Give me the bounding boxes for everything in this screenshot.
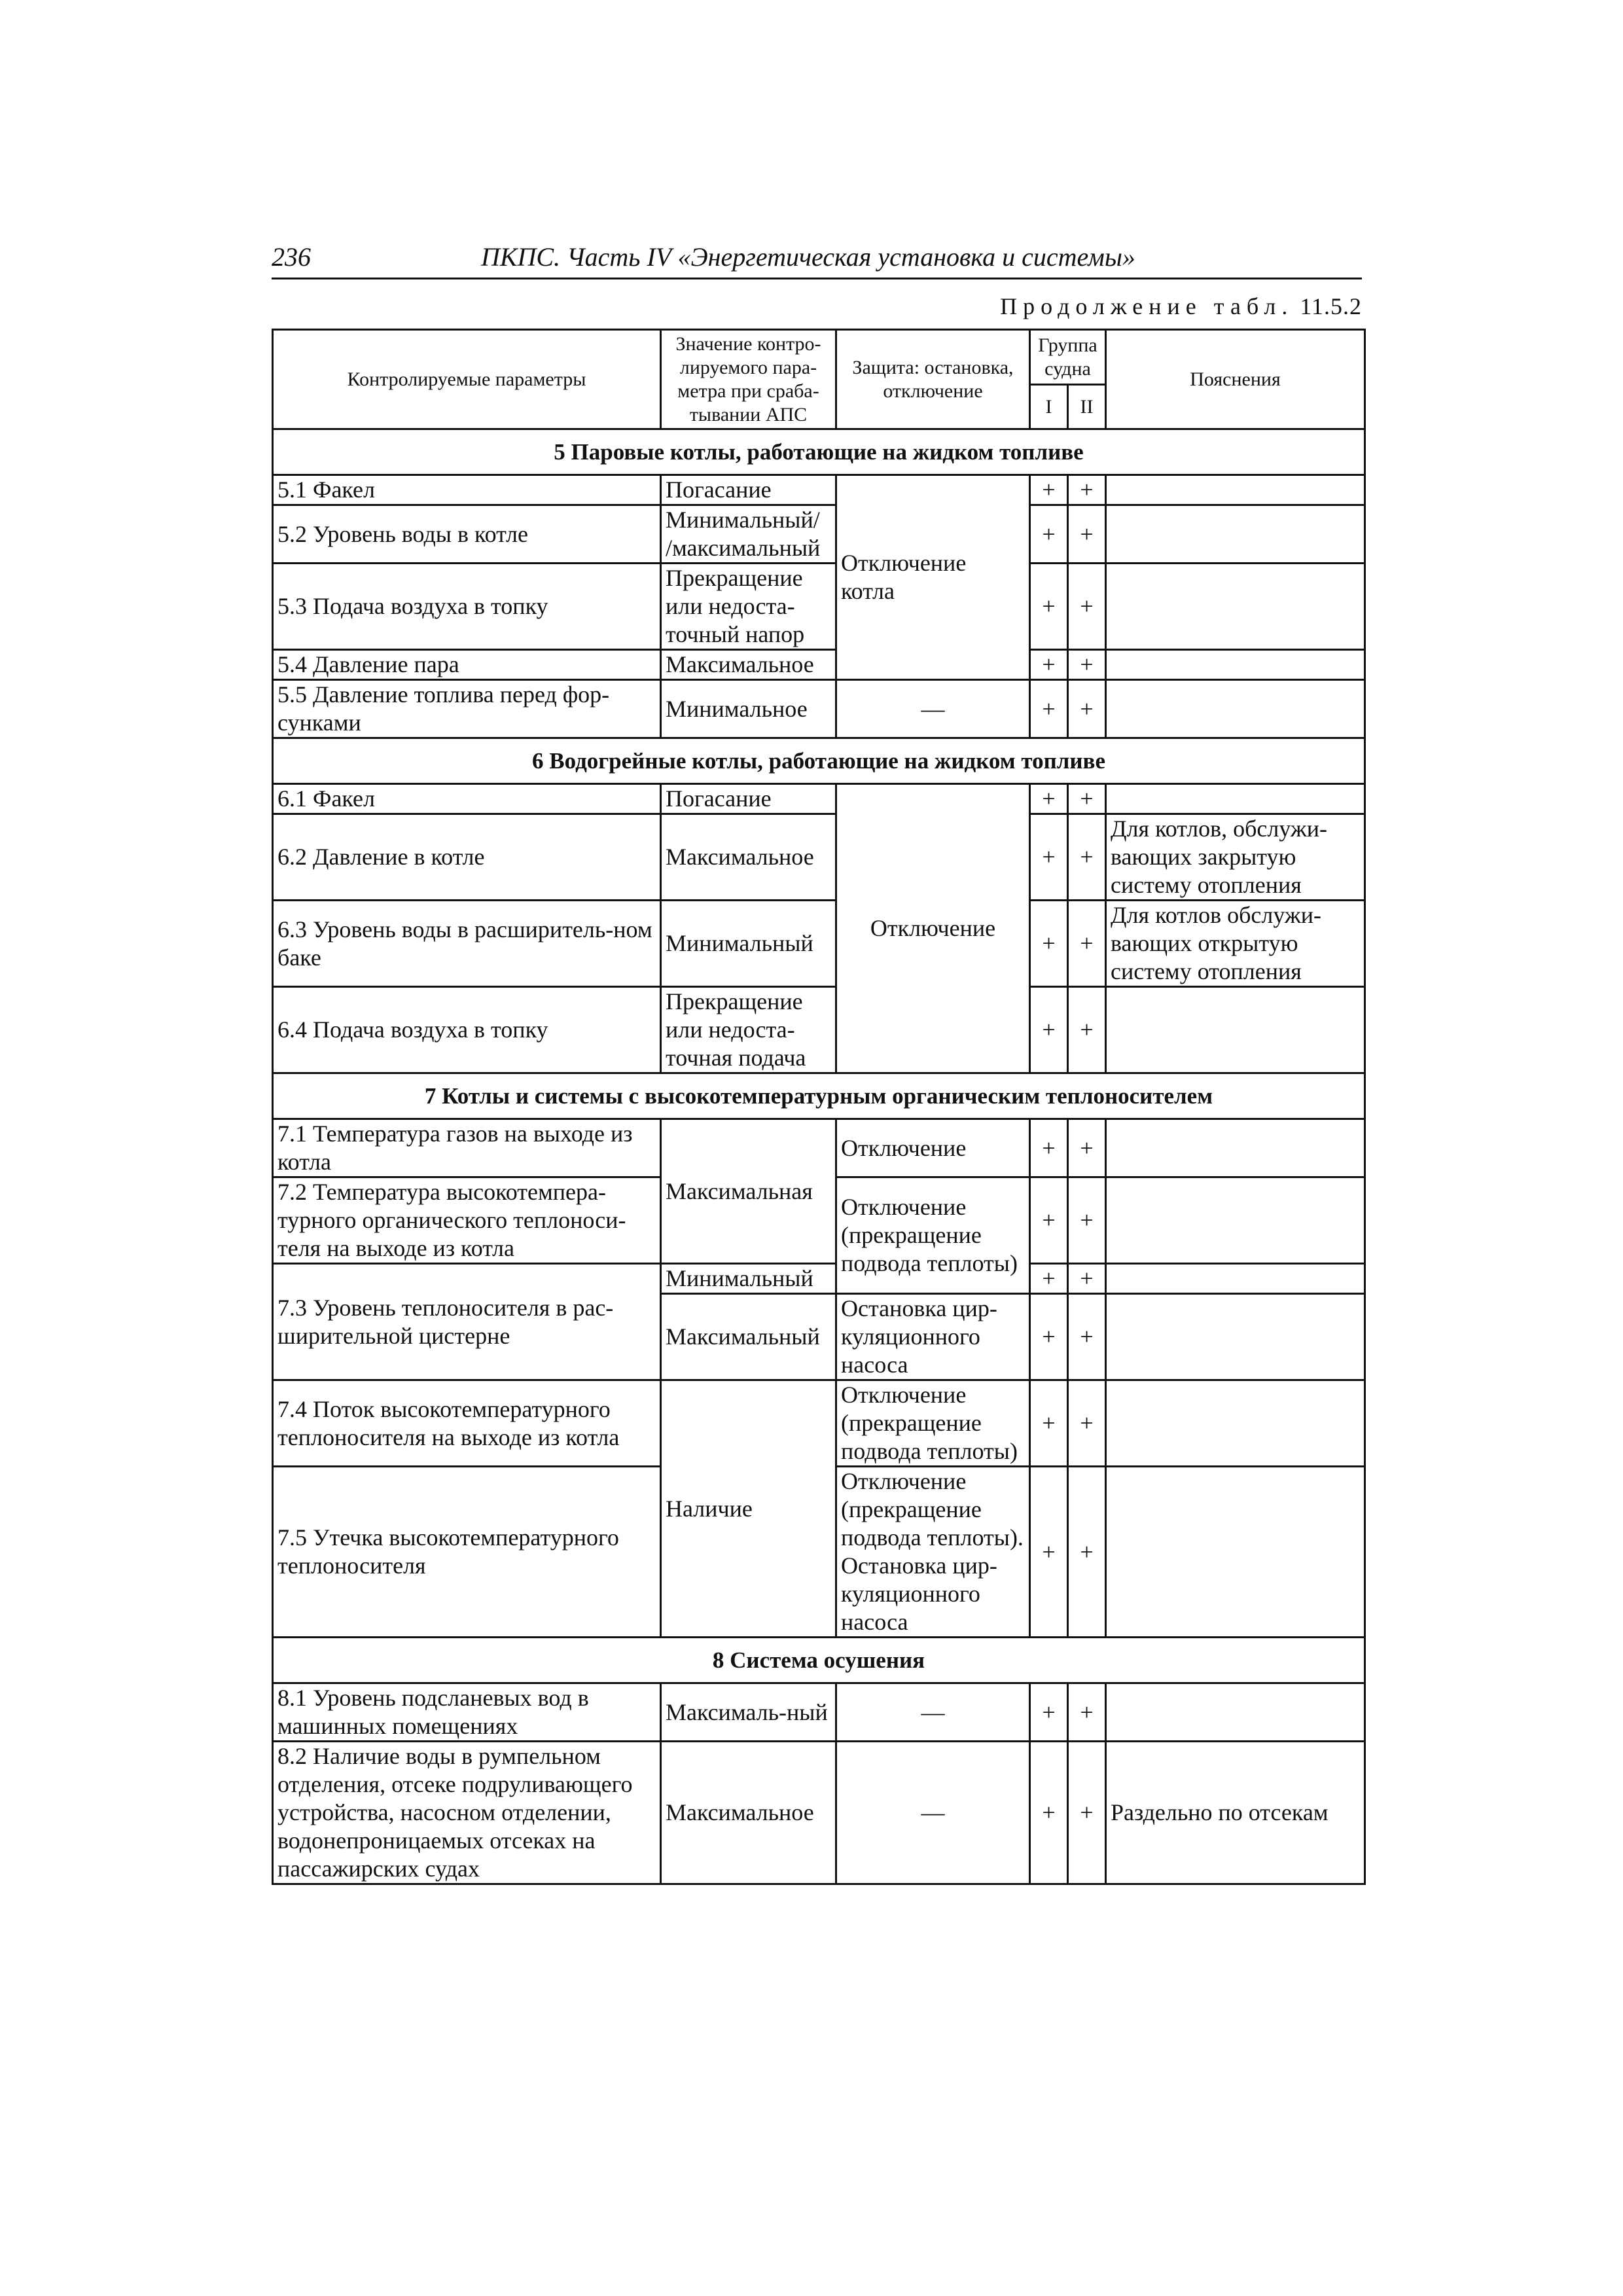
param-cell: 6.2 Давление в котле	[273, 814, 661, 901]
group-2-cell: +	[1068, 901, 1106, 987]
group-1-cell: +	[1030, 1742, 1068, 1884]
note-cell	[1106, 505, 1365, 564]
group-2-cell: +	[1068, 1119, 1106, 1177]
table-row	[273, 1119, 1365, 1177]
note-cell	[1106, 1380, 1365, 1467]
group-2-cell: +	[1068, 1742, 1106, 1884]
table-row	[273, 987, 1365, 1073]
group-1-cell: +	[1030, 650, 1068, 680]
param-cell: 5.1 Факел	[273, 475, 661, 505]
group-1-cell: +	[1030, 814, 1068, 901]
section-title: 7 Котлы и системы с высокотемпературным органическим теплоносителем	[273, 1073, 1365, 1119]
note-cell	[1106, 1177, 1365, 1264]
group-2-cell: +	[1068, 1294, 1106, 1380]
param-cell: 8.1 Уровень подсланевых вод в машинных помещениях	[273, 1683, 661, 1742]
param-cell: 5.4 Давление пара	[273, 650, 661, 680]
protection-cell: Отключение (прекращение подвода теплоты)	[836, 1177, 1030, 1294]
value-cell: Максимальное	[661, 1742, 836, 1884]
group-2-cell: +	[1068, 1467, 1106, 1638]
note-cell	[1106, 680, 1365, 738]
section-title: 5 Паровые котлы, работающие на жидком топливе	[273, 429, 1365, 475]
col-header-group-2: II	[1068, 385, 1106, 429]
param-cell: 6.3 Уровень воды в расширитель-ном баке	[273, 901, 661, 987]
param-cell: 7.5 Утечка высокотемпературного теплоносителя	[273, 1467, 661, 1638]
param-cell: 5.2 Уровень воды в котле	[273, 505, 661, 564]
protection-cell: —	[836, 680, 1030, 738]
note-cell	[1106, 564, 1365, 650]
note-cell	[1106, 1294, 1365, 1380]
value-cell: Максимальное	[661, 814, 836, 901]
value-cell: Минимальное	[661, 680, 836, 738]
protection-cell: Отключение	[836, 1119, 1030, 1177]
group-2-cell: +	[1068, 814, 1106, 901]
group-1-cell: +	[1030, 1467, 1068, 1638]
table-row	[273, 680, 1365, 738]
value-cell: Максимальная	[661, 1119, 836, 1264]
protection-cell: —	[836, 1683, 1030, 1742]
group-1-cell: +	[1030, 1294, 1068, 1380]
table-continuation	[272, 292, 1362, 321]
value-cell: Минимальный	[661, 1264, 836, 1294]
group-2-cell: +	[1068, 784, 1106, 814]
protection-cell: Остановка цир-куляционного насоса	[836, 1294, 1030, 1380]
note-cell	[1106, 1467, 1365, 1638]
table-row	[273, 564, 1365, 650]
note-cell	[1106, 784, 1365, 814]
param-cell: 6.4 Подача воздуха в топку	[273, 987, 661, 1073]
param-cell: 7.4 Поток высокотемпературного теплоносителя на выходе из котла	[273, 1380, 661, 1467]
col-header-param: Контролируемые параметры	[273, 330, 661, 429]
col-header-value: Значение контро-лируемого пара-метра при сраба-тывании АПС	[661, 330, 836, 429]
group-1-cell: +	[1030, 1264, 1068, 1294]
value-cell: Максимальное	[661, 650, 836, 680]
group-2-cell: +	[1068, 650, 1106, 680]
note-cell: Раздельно по отсекам	[1106, 1742, 1365, 1884]
note-cell	[1106, 1683, 1365, 1742]
protection-cell: —	[836, 1742, 1030, 1884]
table-row	[273, 650, 1365, 680]
table-row	[273, 1683, 1365, 1742]
group-2-cell: +	[1068, 475, 1106, 505]
value-cell: Минимальный	[661, 901, 836, 987]
param-cell: 8.2 Наличие воды в румпельном отделения, отсеке подруливающего устройства, насосном отделении, водонепроницаемых отсеках на пассажирских судах	[273, 1742, 661, 1884]
group-1-cell: +	[1030, 680, 1068, 738]
table-number: 11.5.2	[1300, 293, 1362, 319]
table-row	[273, 1380, 1365, 1467]
section-title: 6 Водогрейные котлы, работающие на жидком топливе	[273, 738, 1365, 784]
group-2-cell: +	[1068, 680, 1106, 738]
group-2-cell: +	[1068, 564, 1106, 650]
protection-cell: Отключение (прекращение подвода теплоты). Остановка цир-куляционного насоса	[836, 1467, 1030, 1638]
value-cell: Погасание	[661, 475, 836, 505]
col-header-protection: Защита: остановка, отключение	[836, 330, 1030, 429]
table-row	[273, 1742, 1365, 1884]
section-title: 8 Система осушения	[273, 1638, 1365, 1683]
group-2-cell: +	[1068, 1380, 1106, 1467]
table-row	[273, 1264, 1365, 1294]
group-1-cell: +	[1030, 564, 1068, 650]
param-cell: 6.1 Факел	[273, 784, 661, 814]
value-cell: Прекращение или недоста-точная подача	[661, 987, 836, 1073]
group-1-cell: +	[1030, 1119, 1068, 1177]
protection-cell: Отключение	[836, 784, 1030, 1073]
group-2-cell: +	[1068, 987, 1106, 1073]
note-cell: Для котлов, обслужи-вающих закрытую систему отопления	[1106, 814, 1365, 901]
note-cell	[1106, 1119, 1365, 1177]
group-1-cell: +	[1030, 1380, 1068, 1467]
value-cell: Максимальный	[661, 1294, 836, 1380]
page-header	[272, 237, 1362, 279]
group-1-cell: +	[1030, 901, 1068, 987]
table-row	[273, 901, 1365, 987]
note-cell	[1106, 987, 1365, 1073]
param-cell: 7.1 Температура газов на выходе из котла	[273, 1119, 661, 1177]
col-header-group-1: I	[1030, 385, 1068, 429]
param-cell: 5.3 Подача воздуха в топку	[273, 564, 661, 650]
protection-cell: Отключение (прекращение подвода теплоты)	[836, 1380, 1030, 1467]
protection-cell: Отключение котла	[836, 475, 1030, 680]
note-cell	[1106, 475, 1365, 505]
param-cell: 5.5 Давление топлива перед фор-сунками	[273, 680, 661, 738]
value-cell: Наличие	[661, 1380, 836, 1638]
group-2-cell: +	[1068, 505, 1106, 564]
group-2-cell: +	[1068, 1177, 1106, 1264]
group-1-cell: +	[1030, 784, 1068, 814]
group-2-cell: +	[1068, 1264, 1106, 1294]
note-cell	[1106, 650, 1365, 680]
value-cell: Минимальный/ /максимальный	[661, 505, 836, 564]
note-cell: Для котлов обслужи-вающих открытую систему отопления	[1106, 901, 1365, 987]
param-cell: 7.2 Температура высокотемпера-турного органического теплоноси-теля на выходе из котла	[273, 1177, 661, 1264]
group-1-cell: +	[1030, 505, 1068, 564]
continuation-label: Продолжение табл.	[1000, 293, 1294, 319]
col-header-notes: Пояснения	[1106, 330, 1365, 429]
group-2-cell: +	[1068, 1683, 1106, 1742]
table-row	[273, 814, 1365, 901]
group-1-cell: +	[1030, 987, 1068, 1073]
group-1-cell: +	[1030, 1177, 1068, 1264]
group-1-cell: +	[1030, 1683, 1068, 1742]
table-row	[273, 784, 1365, 814]
value-cell: Максималь-ный	[661, 1683, 836, 1742]
param-cell: 7.3 Уровень теплоносителя в рас-ширительной цистерне	[273, 1264, 661, 1380]
value-cell: Прекращение или недоста-точный напор	[661, 564, 836, 650]
page-number: 236	[272, 242, 311, 272]
parameters-table	[272, 329, 1366, 1885]
running-title: ПКПС. Часть IV «Энергетическая установка и системы»	[481, 242, 1135, 272]
group-1-cell: +	[1030, 475, 1068, 505]
table-row	[273, 505, 1365, 564]
table-row	[273, 475, 1365, 505]
col-header-group: Группа судна	[1030, 330, 1106, 385]
note-cell	[1106, 1264, 1365, 1294]
value-cell: Погасание	[661, 784, 836, 814]
